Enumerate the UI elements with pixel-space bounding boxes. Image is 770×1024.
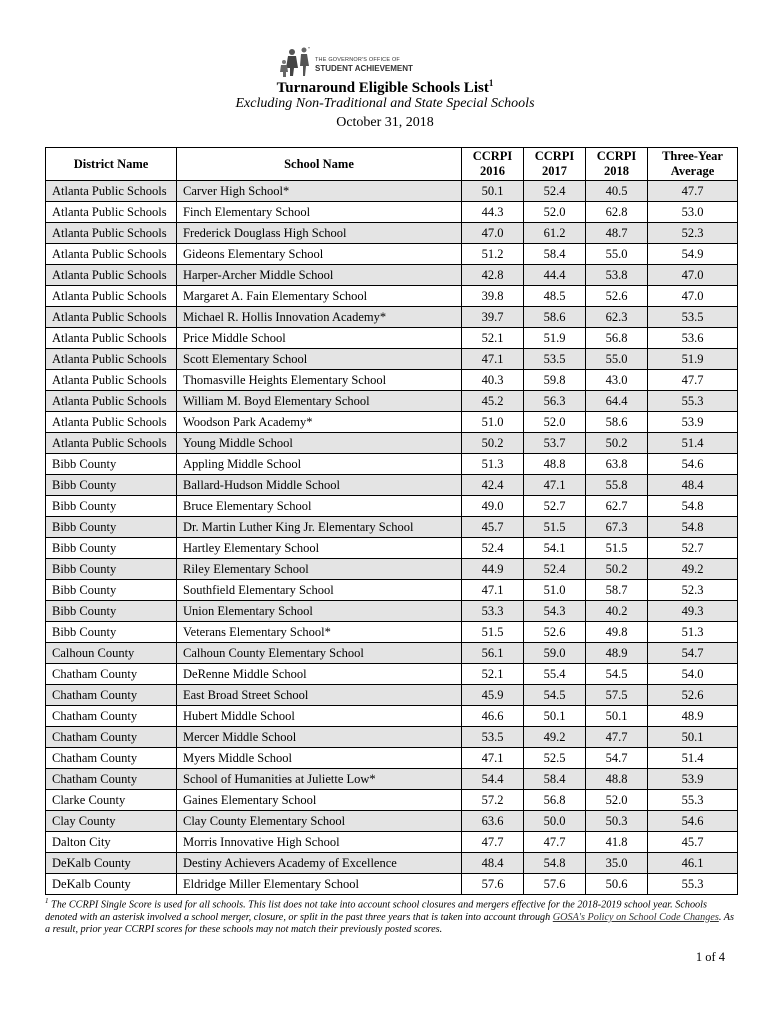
school-cell: Price Middle School: [177, 328, 462, 349]
ccrpi-2016-cell: 57.2: [462, 790, 524, 811]
three-year-average-cell: 53.9: [648, 412, 738, 433]
school-cell: Union Elementary School: [177, 601, 462, 622]
school-cell: Thomasville Heights Elementary School: [177, 370, 462, 391]
gosa-emblem-icon: [278, 46, 314, 78]
table-row: [46, 832, 738, 853]
three-year-average-cell: 51.4: [648, 748, 738, 769]
district-cell: Bibb County: [46, 622, 177, 643]
three-year-average-cell: 47.7: [648, 370, 738, 391]
three-year-average-cell: 55.3: [648, 391, 738, 412]
three-year-average-cell: 53.5: [648, 307, 738, 328]
district-cell: Atlanta Public Schools: [46, 433, 177, 454]
table-row: [46, 643, 738, 664]
ccrpi-2017-cell: 52.4: [524, 559, 586, 580]
ccrpi-2018-cell: 63.8: [586, 454, 648, 475]
three-year-average-cell: 51.9: [648, 349, 738, 370]
school-cell: Gaines Elementary School: [177, 790, 462, 811]
district-cell: Atlanta Public Schools: [46, 349, 177, 370]
policy-link[interactable]: GOSA's Policy on School Code Changes: [552, 911, 719, 923]
district-cell: Chatham County: [46, 685, 177, 706]
district-cell: Atlanta Public Schools: [46, 412, 177, 433]
ccrpi-2016-cell: 39.8: [462, 286, 524, 307]
school-cell: Mercer Middle School: [177, 727, 462, 748]
col-header-ccrpi-2016-line1: CCRPI: [472, 149, 513, 163]
table-row: [46, 412, 738, 433]
title-footnote-mark: 1: [488, 78, 494, 88]
table-row: [46, 370, 738, 391]
ccrpi-2016-cell: 47.0: [462, 223, 524, 244]
col-header-average-line1: Three-Year: [662, 149, 723, 163]
district-cell: Chatham County: [46, 664, 177, 685]
table-row: [46, 202, 738, 223]
district-cell: Atlanta Public Schools: [46, 370, 177, 391]
ccrpi-2017-cell: 50.1: [524, 706, 586, 727]
ccrpi-2017-cell: 51.9: [524, 328, 586, 349]
school-cell: Riley Elementary School: [177, 559, 462, 580]
school-cell: Appling Middle School: [177, 454, 462, 475]
ccrpi-2018-cell: 48.8: [586, 769, 648, 790]
table-row: [46, 349, 738, 370]
three-year-average-cell: 46.1: [648, 853, 738, 874]
three-year-average-cell: 53.9: [648, 769, 738, 790]
ccrpi-2017-cell: 52.0: [524, 412, 586, 433]
district-cell: Bibb County: [46, 454, 177, 475]
ccrpi-2016-cell: 53.3: [462, 601, 524, 622]
district-cell: Atlanta Public Schools: [46, 391, 177, 412]
ccrpi-2017-cell: 54.5: [524, 685, 586, 706]
col-header-ccrpi-2017-line1: CCRPI: [534, 149, 575, 163]
ccrpi-2016-cell: 53.5: [462, 727, 524, 748]
three-year-average-cell: 50.1: [648, 727, 738, 748]
ccrpi-2017-cell: 58.4: [524, 244, 586, 265]
ccrpi-2016-cell: 50.2: [462, 433, 524, 454]
ccrpi-2016-cell: 49.0: [462, 496, 524, 517]
school-cell: Myers Middle School: [177, 748, 462, 769]
district-cell: Atlanta Public Schools: [46, 265, 177, 286]
table-row: [46, 580, 738, 601]
ccrpi-2016-cell: 54.4: [462, 769, 524, 790]
three-year-average-cell: 47.0: [648, 265, 738, 286]
ccrpi-2018-cell: 62.7: [586, 496, 648, 517]
ccrpi-2017-cell: 53.7: [524, 433, 586, 454]
three-year-average-cell: 48.4: [648, 475, 738, 496]
three-year-average-cell: 54.6: [648, 454, 738, 475]
table-row: [46, 307, 738, 328]
ccrpi-2018-cell: 49.8: [586, 622, 648, 643]
page-date: October 31, 2018: [336, 115, 434, 130]
col-header-ccrpi-2018-line2: 2018: [604, 164, 629, 178]
table-row: [46, 559, 738, 580]
ccrpi-2017-cell: 54.8: [524, 853, 586, 874]
school-cell: Finch Elementary School: [177, 202, 462, 223]
footnote: [45, 895, 737, 937]
school-cell: Clay County Elementary School: [177, 811, 462, 832]
ccrpi-2017-cell: 57.6: [524, 874, 586, 895]
col-header-ccrpi-2016-line2: 2016: [480, 164, 505, 178]
ccrpi-2018-cell: 50.2: [586, 559, 648, 580]
district-cell: Atlanta Public Schools: [46, 307, 177, 328]
ccrpi-2017-cell: 51.5: [524, 517, 586, 538]
ccrpi-2016-cell: 50.1: [462, 181, 524, 202]
three-year-average-cell: 47.0: [648, 286, 738, 307]
three-year-average-cell: 53.6: [648, 328, 738, 349]
ccrpi-2017-cell: 47.1: [524, 475, 586, 496]
ccrpi-2017-cell: 58.6: [524, 307, 586, 328]
ccrpi-2017-cell: 49.2: [524, 727, 586, 748]
district-cell: Bibb County: [46, 601, 177, 622]
col-header-school: School Name: [177, 148, 462, 181]
table-row: [46, 244, 738, 265]
logo-line2: STUDENT ACHIEVEMENT: [315, 64, 413, 73]
three-year-average-cell: 54.7: [648, 643, 738, 664]
ccrpi-2017-cell: 44.4: [524, 265, 586, 286]
table-row: [46, 496, 738, 517]
three-year-average-cell: 48.9: [648, 706, 738, 727]
schools-table: [45, 147, 738, 895]
table-row: [46, 769, 738, 790]
school-cell: Hubert Middle School: [177, 706, 462, 727]
school-cell: Bruce Elementary School: [177, 496, 462, 517]
ccrpi-2016-cell: 40.3: [462, 370, 524, 391]
three-year-average-cell: 52.6: [648, 685, 738, 706]
district-cell: Chatham County: [46, 706, 177, 727]
table-row: [46, 622, 738, 643]
three-year-average-cell: 51.3: [648, 622, 738, 643]
district-cell: Atlanta Public Schools: [46, 328, 177, 349]
three-year-average-cell: 54.8: [648, 496, 738, 517]
school-cell: Dr. Martin Luther King Jr. Elementary School: [177, 517, 462, 538]
ccrpi-2016-cell: 52.4: [462, 538, 524, 559]
ccrpi-2018-cell: 51.5: [586, 538, 648, 559]
three-year-average-cell: 45.7: [648, 832, 738, 853]
col-header-ccrpi-2018-line1: CCRPI: [596, 149, 637, 163]
ccrpi-2018-cell: 58.7: [586, 580, 648, 601]
page-subtitle: Excluding Non-Traditional and State Special Schools: [235, 96, 535, 111]
footnote-text-after-link: . As a result, prior year CCRPI scores for these schools may not match their previously posted scores.: [45, 911, 734, 936]
three-year-average-cell: 53.0: [648, 202, 738, 223]
ccrpi-2017-cell: 54.1: [524, 538, 586, 559]
ccrpi-2017-cell: 48.5: [524, 286, 586, 307]
ccrpi-2017-cell: 56.3: [524, 391, 586, 412]
ccrpi-2018-cell: 50.2: [586, 433, 648, 454]
ccrpi-2017-cell: 48.8: [524, 454, 586, 475]
school-cell: Margaret A. Fain Elementary School: [177, 286, 462, 307]
three-year-average-cell: 52.3: [648, 580, 738, 601]
ccrpi-2017-cell: 52.5: [524, 748, 586, 769]
ccrpi-2018-cell: 54.5: [586, 664, 648, 685]
three-year-average-cell: 49.3: [648, 601, 738, 622]
district-cell: Clarke County: [46, 790, 177, 811]
school-cell: Calhoun County Elementary School: [177, 643, 462, 664]
ccrpi-2016-cell: 44.3: [462, 202, 524, 223]
footnote-mark: 1: [45, 897, 49, 905]
ccrpi-2016-cell: 52.1: [462, 328, 524, 349]
three-year-average-cell: 54.9: [648, 244, 738, 265]
ccrpi-2018-cell: 55.0: [586, 349, 648, 370]
ccrpi-2016-cell: 51.5: [462, 622, 524, 643]
ccrpi-2017-cell: 55.4: [524, 664, 586, 685]
table-header-row: [46, 148, 738, 181]
table-row: [46, 790, 738, 811]
ccrpi-2018-cell: 50.6: [586, 874, 648, 895]
district-cell: Chatham County: [46, 769, 177, 790]
table-row: [46, 328, 738, 349]
district-cell: Atlanta Public Schools: [46, 202, 177, 223]
ccrpi-2018-cell: 40.5: [586, 181, 648, 202]
school-cell: Harper-Archer Middle School: [177, 265, 462, 286]
ccrpi-2018-cell: 50.3: [586, 811, 648, 832]
ccrpi-2018-cell: 43.0: [586, 370, 648, 391]
district-cell: Atlanta Public Schools: [46, 286, 177, 307]
ccrpi-2017-cell: 51.0: [524, 580, 586, 601]
table-row: [46, 748, 738, 769]
ccrpi-2017-cell: 54.3: [524, 601, 586, 622]
three-year-average-cell: 52.3: [648, 223, 738, 244]
district-cell: Clay County: [46, 811, 177, 832]
ccrpi-2016-cell: 47.1: [462, 349, 524, 370]
ccrpi-2018-cell: 55.8: [586, 475, 648, 496]
district-cell: Atlanta Public Schools: [46, 223, 177, 244]
table-row: [46, 811, 738, 832]
table-row: [46, 433, 738, 454]
school-cell: Michael R. Hollis Innovation Academy*: [177, 307, 462, 328]
ccrpi-2016-cell: 51.3: [462, 454, 524, 475]
three-year-average-cell: 54.6: [648, 811, 738, 832]
ccrpi-2017-cell: 52.4: [524, 181, 586, 202]
ccrpi-2018-cell: 52.6: [586, 286, 648, 307]
logo-line1: THE GOVERNOR'S OFFICE OF: [315, 57, 400, 63]
ccrpi-2018-cell: 55.0: [586, 244, 648, 265]
district-cell: Chatham County: [46, 727, 177, 748]
district-cell: DeKalb County: [46, 874, 177, 895]
ccrpi-2018-cell: 41.8: [586, 832, 648, 853]
table-row: [46, 874, 738, 895]
table-row: [46, 538, 738, 559]
district-cell: Atlanta Public Schools: [46, 244, 177, 265]
school-cell: Eldridge Miller Elementary School: [177, 874, 462, 895]
table-body: [46, 181, 738, 895]
ccrpi-2017-cell: 47.7: [524, 832, 586, 853]
school-cell: Morris Innovative High School: [177, 832, 462, 853]
three-year-average-cell: 55.3: [648, 874, 738, 895]
district-cell: Dalton City: [46, 832, 177, 853]
ccrpi-2018-cell: 40.2: [586, 601, 648, 622]
ccrpi-2016-cell: 47.1: [462, 748, 524, 769]
ccrpi-2016-cell: 63.6: [462, 811, 524, 832]
district-cell: Bibb County: [46, 517, 177, 538]
ccrpi-2018-cell: 67.3: [586, 517, 648, 538]
page-title: [0, 78, 770, 97]
three-year-average-cell: 52.7: [648, 538, 738, 559]
district-cell: Bibb County: [46, 538, 177, 559]
ccrpi-2016-cell: 42.8: [462, 265, 524, 286]
page-number: 1 of 4: [695, 950, 725, 964]
ccrpi-2017-cell: 52.6: [524, 622, 586, 643]
school-cell: Veterans Elementary School*: [177, 622, 462, 643]
table-row: [46, 475, 738, 496]
ccrpi-2016-cell: 44.9: [462, 559, 524, 580]
ccrpi-2017-cell: 53.5: [524, 349, 586, 370]
school-cell: Frederick Douglass High School: [177, 223, 462, 244]
col-header-ccrpi-2017: [524, 148, 586, 181]
ccrpi-2018-cell: 50.1: [586, 706, 648, 727]
table-row: [46, 265, 738, 286]
school-cell: Hartley Elementary School: [177, 538, 462, 559]
district-cell: Bibb County: [46, 580, 177, 601]
ccrpi-2018-cell: 47.7: [586, 727, 648, 748]
ccrpi-2018-cell: 64.4: [586, 391, 648, 412]
district-cell: Bibb County: [46, 559, 177, 580]
school-cell: William M. Boyd Elementary School: [177, 391, 462, 412]
col-header-ccrpi-2017-line2: 2017: [542, 164, 567, 178]
page-title-text: Turnaround Eligible Schools List: [276, 80, 489, 96]
school-cell: Woodson Park Academy*: [177, 412, 462, 433]
ccrpi-2017-cell: 59.8: [524, 370, 586, 391]
three-year-average-cell: 55.3: [648, 790, 738, 811]
ccrpi-2017-cell: 61.2: [524, 223, 586, 244]
ccrpi-2018-cell: 62.3: [586, 307, 648, 328]
school-cell: Gideons Elementary School: [177, 244, 462, 265]
table-row: [46, 391, 738, 412]
school-cell: Scott Elementary School: [177, 349, 462, 370]
ccrpi-2016-cell: 56.1: [462, 643, 524, 664]
col-header-average-line2: Average: [670, 164, 715, 178]
table-row: [46, 223, 738, 244]
ccrpi-2016-cell: 47.1: [462, 580, 524, 601]
district-cell: Bibb County: [46, 496, 177, 517]
table-row: [46, 286, 738, 307]
table-row: [46, 181, 738, 202]
district-cell: DeKalb County: [46, 853, 177, 874]
school-cell: DeRenne Middle School: [177, 664, 462, 685]
ccrpi-2016-cell: 48.4: [462, 853, 524, 874]
table-row: [46, 727, 738, 748]
school-cell: Ballard-Hudson Middle School: [177, 475, 462, 496]
school-cell: Southfield Elementary School: [177, 580, 462, 601]
school-cell: Carver High School*: [177, 181, 462, 202]
col-header-ccrpi-2018: [586, 148, 648, 181]
ccrpi-2018-cell: 48.7: [586, 223, 648, 244]
ccrpi-2018-cell: 62.8: [586, 202, 648, 223]
ccrpi-2017-cell: 50.0: [524, 811, 586, 832]
table-row: [46, 664, 738, 685]
district-cell: Calhoun County: [46, 643, 177, 664]
ccrpi-2016-cell: 47.7: [462, 832, 524, 853]
ccrpi-2016-cell: 52.1: [462, 664, 524, 685]
ccrpi-2018-cell: 52.0: [586, 790, 648, 811]
ccrpi-2016-cell: 57.6: [462, 874, 524, 895]
ccrpi-2018-cell: 56.8: [586, 328, 648, 349]
ccrpi-2018-cell: 48.9: [586, 643, 648, 664]
ccrpi-2018-cell: 53.8: [586, 265, 648, 286]
ccrpi-2018-cell: 58.6: [586, 412, 648, 433]
gosa-logo: [278, 46, 428, 78]
ccrpi-2016-cell: 45.9: [462, 685, 524, 706]
col-header-three-year-average: [648, 148, 738, 181]
ccrpi-2016-cell: 51.2: [462, 244, 524, 265]
school-cell: Destiny Achievers Academy of Excellence: [177, 853, 462, 874]
three-year-average-cell: 49.2: [648, 559, 738, 580]
ccrpi-2017-cell: 59.0: [524, 643, 586, 664]
ccrpi-2016-cell: 39.7: [462, 307, 524, 328]
school-cell: Young Middle School: [177, 433, 462, 454]
table-row: [46, 706, 738, 727]
ccrpi-2018-cell: 57.5: [586, 685, 648, 706]
table-row: [46, 601, 738, 622]
three-year-average-cell: 54.0: [648, 664, 738, 685]
col-header-district: District Name: [46, 148, 177, 181]
table-row: [46, 685, 738, 706]
ccrpi-2018-cell: 35.0: [586, 853, 648, 874]
table-row: [46, 517, 738, 538]
district-cell: Bibb County: [46, 475, 177, 496]
ccrpi-2016-cell: 45.2: [462, 391, 524, 412]
ccrpi-2017-cell: 56.8: [524, 790, 586, 811]
district-cell: Chatham County: [46, 748, 177, 769]
ccrpi-2017-cell: 58.4: [524, 769, 586, 790]
table-row: [46, 454, 738, 475]
three-year-average-cell: 51.4: [648, 433, 738, 454]
district-cell: Atlanta Public Schools: [46, 181, 177, 202]
three-year-average-cell: 54.8: [648, 517, 738, 538]
ccrpi-2017-cell: 52.0: [524, 202, 586, 223]
ccrpi-2018-cell: 54.7: [586, 748, 648, 769]
footnote-text-before-link: The CCRPI Single Score is used for all schools. This list does not take into account school closures and mergers effective for the 2018-2019 school year. Schools denoted with an asterisk involved a school merger, closure, or split in the past three years that is taken into account through: [45, 899, 707, 923]
ccrpi-2017-cell: 52.7: [524, 496, 586, 517]
ccrpi-2016-cell: 46.6: [462, 706, 524, 727]
col-header-ccrpi-2016: [462, 148, 524, 181]
table-row: [46, 853, 738, 874]
school-cell: School of Humanities at Juliette Low*: [177, 769, 462, 790]
ccrpi-2016-cell: 51.0: [462, 412, 524, 433]
ccrpi-2016-cell: 45.7: [462, 517, 524, 538]
ccrpi-2016-cell: 42.4: [462, 475, 524, 496]
three-year-average-cell: 47.7: [648, 181, 738, 202]
school-cell: East Broad Street School: [177, 685, 462, 706]
